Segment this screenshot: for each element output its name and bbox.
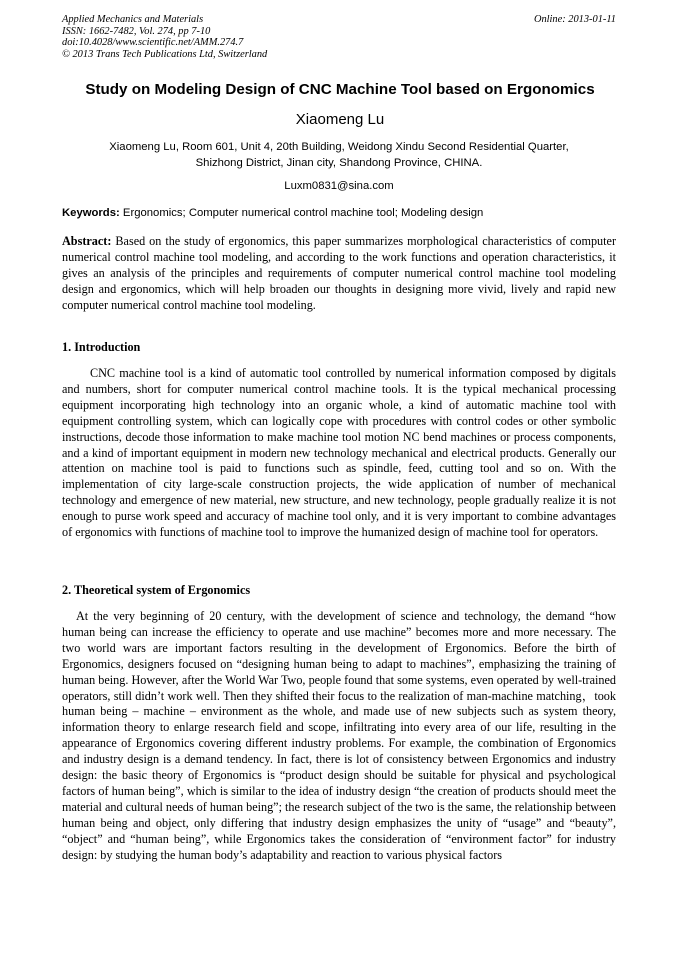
online-date: Online: 2013-01-11 <box>533 14 616 25</box>
introduction-paragraph: CNC machine tool is a kind of automatic tool controlled by numerical information composed by digitals and numbers, short for computer numerical control machine tools. It is the typical mechanical processing equipment incorporating high technology into an organic whole, a kind of automatic machine tool with equipment controlling system, which can logically cope with procedures with control codes or other symbolic instructions, decode those information to make machine tool motion NC bend machines or process components, and a kind of important equipment in modern new technology mechanical and electrical products. Generally our attention on machine tool is paid to functions such as spindle, feed, cutting tool and so on. With the implementation of city large-scale construction projects, the wide application of number of mechanical technology and emergence of new material, new structure, and new technology, people gradually realize it is not enough to purse work speed and accuracy of machine tool only, and it is very important to combine advantages of ergonomics with functions of machine tool to improve the humanized design of machine tool for operators. <box>62 366 616 540</box>
paper-author: Xiaomeng Lu <box>295 111 385 128</box>
abstract <box>62 234 616 314</box>
journal-header <box>62 14 616 60</box>
author-affiliation <box>62 140 616 171</box>
keywords-label: Keywords: <box>62 207 120 219</box>
affiliation-line: Shizhong District, Jinan city, Shandong Province, CHINA. <box>195 156 483 169</box>
keywords-text: Ergonomics; Computer numerical control machine tool; Modeling design <box>122 207 484 219</box>
journal-name: Applied Mechanics and Materials <box>62 14 204 25</box>
theoretical-system-paragraph: At the very beginning of 20 century, with the development of science and technology, the demand “how human being can increase the efficiency to operate and use machine” becomes more and more necessary. The two world wars are important factors resulting in the development of Ergonomics. Before the birth of Ergonomics, designers focused on “designing human being to adapt to machines”, emphasizing the training of human being. However, after the World War Two, people found that some systems, even operated by well-trained operators, still didn’t work well. Then they shifted their focus to the realization of man-machine matching，took human being – machine – environment as the whole, and made use of new subjects such as system theory, information theory to enlarge research field and scope, infiltrating into every area of our life, resulting in the appearance of Ergonomics covering different industry problems. For example, the combination of Ergonomics and industry design is a demand tendency. In fact, there is lot of consistency between Ergonomics and industry design: the basic theory of Ergonomics is “product design should be suitable for physical and psychological factors of human being”, which is similar to the idea of industry design “the creation of products should meet the material and cultural needs of human being”; the research subject of the two is the same, the relationship between human being and object, only differing that industry design emphasizes the unity of “usage” and “beauty”, “object” and “human being”, while Ergonomics takes the consideration of “environment factor” for industry design: by studying the human body’s adaptability and reaction to various physical factors <box>62 609 616 862</box>
section-heading-introduction: 1. Introduction <box>62 340 141 354</box>
journal-copyright: © 2013 Trans Tech Publications Ltd, Switzerland <box>62 48 268 60</box>
paper-title: Study on Modeling Design of CNC Machine Tool based on Ergonomics <box>85 81 595 98</box>
abstract-label: Abstract: <box>62 234 112 248</box>
abstract-text: Based on the study of ergonomics, this paper summarizes morphological characteristics of computer numerical control machine tool modeling, and according to the work functions and operation characteristics, it gives an analysis of the principles and requirements of computer numerical control machine tool modeling design and ergonomics, which will help broaden our thoughts in designing more vivid, lively and rapid new computer numerical control machine tool modeling. <box>62 234 617 312</box>
journal-doi: doi:10.4028/www.scientific.net/AMM.274.7 <box>62 37 244 49</box>
author-email: Luxm0831@sina.com <box>284 180 394 192</box>
affiliation-line: Xiaomeng Lu, Room 601, Unit 4, 20th Building, Weidong Xindu Second Residential Quarter, <box>109 141 569 153</box>
section-heading-theoretical-system: 2. Theoretical system of Ergonomics <box>62 583 251 597</box>
journal-issn: ISSN: 1662-7482, Vol. 274, pp 7-10 <box>62 25 211 37</box>
keywords <box>62 206 616 221</box>
